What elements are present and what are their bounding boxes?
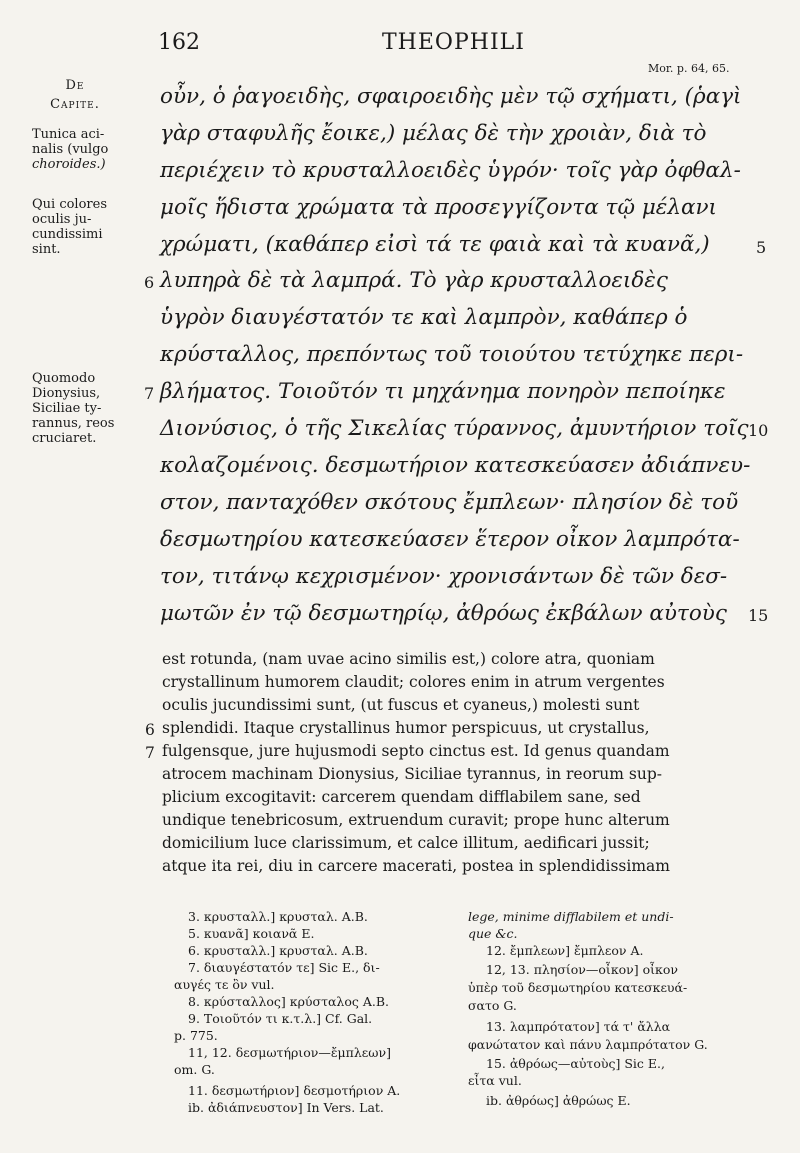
footnote: ib. ἀθρόως] ἀθρώως E. xyxy=(486,1093,631,1108)
margin-note-tunica: choroides.) xyxy=(32,157,106,172)
footnote: 9. Τοιοῦτόν τι κ.τ.λ.] Cf. Gal. xyxy=(188,1011,373,1026)
footnote: φανώτατον καὶ πάνυ λαμπρότατον G. xyxy=(468,1037,708,1052)
greek-line: Διονύσιος, ὁ τῆς Σικελίας τύραννος, ἀμυντήριον τοῖς xyxy=(160,416,749,441)
footnote: lege, minime difflabilem et undi- xyxy=(468,909,674,924)
greek-line: γὰρ σταφυλῆς ἔοικε,) μέλας δὲ τὴν χροιὰν, διὰ τὸ xyxy=(160,121,707,146)
footnote: 12, 13. πλησίον—οἶκον] οἶκον xyxy=(486,962,678,977)
margin-note-dionysius: cruciaret. xyxy=(32,431,97,446)
margin-note-dionysius: Quomodo xyxy=(32,371,96,386)
footnote: 6. κρυσταλλ.] κρυσταλ. A.B. xyxy=(188,943,368,958)
line-number: 7 xyxy=(145,744,155,762)
latin-line: undique tenebricosum, extruendum curavit; prope hunc alterum xyxy=(162,811,670,829)
footnote: σατο G. xyxy=(468,998,517,1013)
margin-note-colores: Qui colores xyxy=(32,197,107,212)
margin-note-tunica: nalis (vulgo xyxy=(32,142,109,157)
footnote: ib. ἀδιάπνευστον] In Vers. Lat. xyxy=(188,1100,384,1115)
margin-note-tunica: Tunica aci- xyxy=(32,127,105,142)
footnote: 7. διαυγέστατόν τε] Sic E., δι- xyxy=(188,960,380,975)
footnote: 15. ἀθρόως—αὐτοὺς] Sic E., xyxy=(486,1056,665,1071)
greek-line: χρώματι, (καθάπερ εἰσὶ τά τε φαιὰ καὶ τὰ κυανᾶ,) xyxy=(160,232,710,257)
margin-note-dionysius: Dionysius, xyxy=(32,386,101,401)
footnote: αυγές τε ὂν vul. xyxy=(174,977,275,992)
footnote: ὑπὲρ τοῦ δεσμωτηρίου κατεσκευά- xyxy=(468,980,688,995)
latin-line: splendidi. Itaque crystallinus humor perspicuus, ut crystallus, xyxy=(162,719,650,737)
line-number: 7 xyxy=(144,384,155,403)
greek-line: μοῖς ἥδιστα χρώματα τὰ προσεγγίζοντα τῷ μέλανι xyxy=(160,195,717,220)
line-number: 5 xyxy=(756,238,767,257)
margin-note-colores: sint. xyxy=(32,242,61,257)
greek-line: μωτῶν ἐν τῷ δεσμωτηρίῳ, ἀθρόως ἐκβάλων αὐτοὺς xyxy=(160,601,727,626)
greek-line: τον, τιτάνῳ κεχρισμένον· χρονισάντων δὲ τῶν δεσ- xyxy=(160,564,728,589)
margin-heading-de: De xyxy=(65,78,85,93)
margin-note-dionysius: rannus, reos xyxy=(32,416,115,431)
greek-line: περιέχειν τὸ κρυσταλλοειδὲς ὑγρόν· τοῖς γὰρ ὀφθαλ- xyxy=(160,158,741,183)
latin-line: oculis jucundissimi sunt, (ut fuscus et cyaneus,) molesti sunt xyxy=(162,696,640,714)
latin-line: domicilium luce clarissimum, et calce illitum, aedificari jussit; xyxy=(162,834,650,852)
greek-line: κρύσταλλος, πρεπόντως τοῦ τοιούτου τετύχηκε περι- xyxy=(160,342,744,367)
footnote: 13. λαμπρότατον] τά τ' ἄλλα xyxy=(486,1019,671,1034)
footnote: 5. κυανᾶ] κοιανᾶ E. xyxy=(188,926,315,941)
line-number: 10 xyxy=(748,421,769,440)
footnote: 12. ἔμπλεων] ἔμπλεον A. xyxy=(486,943,644,958)
margin-note-colores: cundissimi xyxy=(32,227,103,242)
footnote: εἶτα vul. xyxy=(468,1073,522,1088)
margin-heading-capite: Capite. xyxy=(50,97,100,112)
running-head: THEOPHILI xyxy=(382,30,525,55)
greek-line: οὖν, ὁ ῥαγοειδὴς, σφαιροειδὴς μὲν τῷ σχήματι, (ῥαγὶ xyxy=(160,84,742,109)
latin-line: atque ita rei, diu in carcere macerati, postea in splendidissimam xyxy=(162,857,670,875)
latin-line: atrocem machinam Dionysius, Siciliae tyrannus, in reorum sup- xyxy=(162,765,663,783)
line-number: 6 xyxy=(145,721,155,739)
footnote: 11, 12. δεσμωτήριον—ἔμπλεων] xyxy=(188,1045,391,1060)
footnote: om. G. xyxy=(174,1062,215,1077)
greek-line: δεσμωτηρίου κατεσκεύασεν ἕτερον οἶκον λαμπρότα- xyxy=(160,527,740,552)
line-number: 6 xyxy=(144,273,155,292)
moralia-reference: Mor. p. 64, 65. xyxy=(648,62,730,75)
greek-line: στον, πανταχόθεν σκότους ἔμπλεων· πλησίον δὲ τοῦ xyxy=(160,490,739,515)
greek-line: κολαζομένοις. δεσμωτήριον κατεσκεύασεν ἀδιάπνευ- xyxy=(160,453,751,478)
margin-note-colores: oculis ju- xyxy=(32,212,92,227)
page-number: 162 xyxy=(158,30,200,55)
footnote: 8. κρύσταλλος] κρύσταλος A.B. xyxy=(188,994,390,1009)
greek-line: λυπηρὰ δὲ τὰ λαμπρά. Τὸ γὰρ κρυσταλλοειδὲς xyxy=(160,268,668,293)
footnote: p. 775. xyxy=(174,1028,218,1043)
greek-line: ὑγρὸν διαυγέστατόν τε καὶ λαμπρὸν, καθάπερ ὁ xyxy=(160,305,688,330)
latin-line: crystallinum humorem claudit; colores enim in atrum vergentes xyxy=(162,673,665,691)
greek-line: βλήματος. Τοιοῦτόν τι μηχάνημα πονηρὸν πεποίηκε xyxy=(160,379,726,404)
footnote: 3. κρυσταλλ.] κρυσταλ. A.B. xyxy=(188,909,368,924)
line-number: 15 xyxy=(748,606,769,625)
latin-line: fulgensque, jure hujusmodi septo cinctus est. Id genus quandam xyxy=(162,742,670,760)
latin-line: est rotunda, (nam uvae acino similis est,) colore atra, quoniam xyxy=(162,650,655,668)
latin-line: plicium excogitavit: carcerem quendam difflabilem sane, sed xyxy=(162,788,641,806)
margin-note-dionysius: Siciliae ty- xyxy=(32,401,102,416)
footnote: 11. δεσμωτήριον] δεσμοτήριον A. xyxy=(188,1083,401,1098)
footnote: que &c. xyxy=(468,926,518,941)
